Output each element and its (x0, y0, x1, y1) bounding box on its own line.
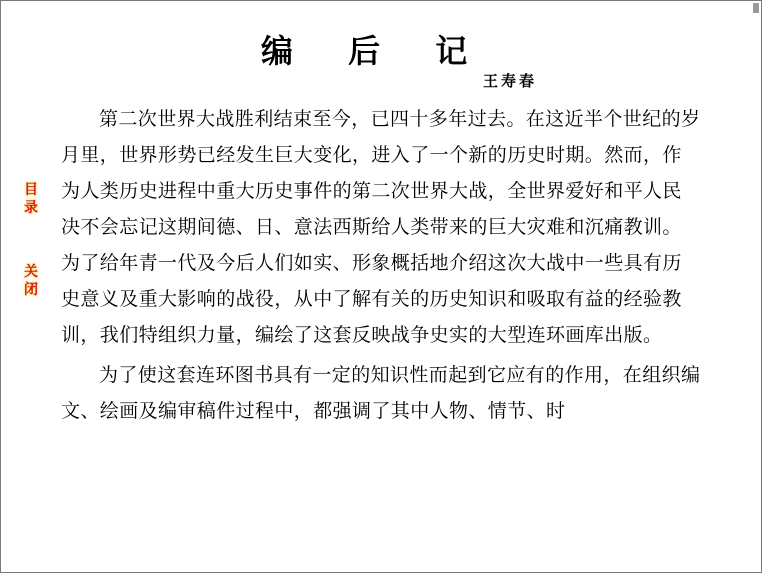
side-nav (23, 181, 39, 299)
author-name: 王寿春 (483, 72, 538, 90)
close-link[interactable]: 关闭 (24, 264, 38, 298)
corner-marker (753, 3, 759, 13)
page-title: 编 后 记 (261, 32, 490, 70)
paragraph-2: 为了使这套连环图书具有一定的知识性而起到它应有的作用，在组织编文、绘画及编审稿件过程中，都强调了其中人物、情节、时 (61, 364, 701, 422)
paragraph-1: 第二次世界大战胜利结束至今，已四十多年过去。在这近半个世纪的岁月里，世界形势已经发生巨大变化，进入了一个新的历史时期。然而，作为人类历史进程中重大历史事件的第二次世界大战，全世界爱好和平人民决不会忘记这期间德、日、意法西斯给人类带来的巨大灾难和沉痛教训。为了给年青一代及今后人们如实、形象概括地介绍这次大战中一些具有历史意义及重大影响的战役，从中了解有关的历史知识和吸取有益的经验教训，我们特组织力量，编绘了这套反映战争史实的大型连环画库出版。 (61, 108, 701, 346)
contents-link[interactable]: 目录 (24, 182, 38, 216)
document-body (61, 101, 701, 429)
